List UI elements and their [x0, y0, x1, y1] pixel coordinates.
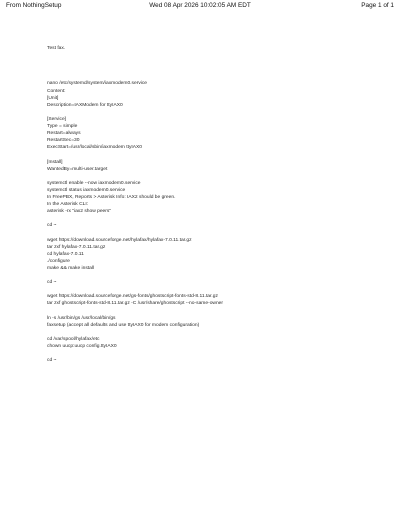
document-line: Type = simple	[47, 124, 78, 130]
document-line	[47, 229, 387, 236]
document-line: Restart=always	[47, 131, 81, 137]
document-line: WantedBy=multi-user.target	[47, 166, 108, 172]
document-line	[47, 272, 387, 279]
document-line	[47, 173, 387, 180]
document-line: asterisk -rx "iax2 show peers"	[47, 209, 112, 215]
document-line	[47, 329, 387, 336]
document-line: chown uucp:uucp config.ttyIAX0	[47, 343, 117, 349]
document-line	[47, 52, 387, 59]
document-line: make && make install	[47, 265, 95, 271]
document-line	[47, 59, 387, 66]
document-line: RestartSec=30	[47, 138, 80, 144]
document-line	[47, 151, 387, 158]
header-timestamp: Wed 08 Apr 2026 10:02:05 AM EDT	[149, 2, 251, 9]
document-line: cd ~	[47, 280, 57, 286]
document-line: Description=IAXModem for ttyIAX0	[47, 102, 123, 108]
document-line	[47, 73, 387, 80]
document-line	[47, 66, 387, 73]
document-line: [Service]	[47, 116, 67, 122]
document-line: nano /etc/systemd/system/iaxmodem0.service	[47, 81, 148, 87]
document-line: cd hylafax-7.0.11	[47, 251, 84, 257]
document-line: wget https://download.sourceforge.net/gs-fonts/ghostscript-fonts-std-8.11.tar.gz	[47, 294, 218, 300]
document-line: [Unit]	[47, 95, 59, 101]
print-header	[0, 0, 400, 12]
document-line: systemctl enable --now iaxmodem0.service	[47, 180, 141, 186]
document-line: cd ~	[47, 223, 57, 229]
document-line: ln -s /usr/bin/gs /usr/local/bin/gs	[47, 315, 116, 321]
document-line: In FreePBX, Reports > Asterisk Info: IAX2 should be green.	[47, 194, 176, 200]
document-line: Content:	[47, 88, 66, 94]
document-line: systemctl status iaxmodem0.service	[47, 187, 126, 193]
document-line: In the Asterisk CLI:	[47, 202, 89, 208]
document-body	[47, 45, 387, 364]
document-line	[47, 109, 387, 116]
document-line: [Install]	[47, 159, 63, 165]
document-line: cd /var/spool/hylafax/etc	[47, 336, 100, 342]
document-line	[47, 307, 387, 314]
document-line: Test fax.	[47, 46, 66, 51]
header-source: From NothingSetup	[6, 2, 62, 9]
document-line: ./configure	[47, 258, 70, 264]
document-line: ExecStart=/usr/local/sbin/iaxmodem ttyIAX0	[47, 145, 142, 151]
document-line	[47, 350, 387, 357]
document-line: cd ~	[47, 358, 57, 364]
document-line	[47, 215, 387, 222]
document-line	[47, 286, 387, 293]
document-line: wget https://download.sourceforge.net/hylafax/hylafax-7.0.11.tar.gz	[47, 237, 192, 243]
header-page-number: Page 1 of 1	[361, 2, 394, 9]
document-line: faxsetup (accept all defaults and use ttyIAX0 for modem configuration)	[47, 322, 200, 328]
document-line: tar zxf hylafax-7.0.11.tar.gz	[47, 244, 106, 250]
document-line: tar zxf ghostscript-fonts-std-8.11.tar.gz -C /usr/share/ghostscript --no-same-owner	[47, 301, 224, 307]
